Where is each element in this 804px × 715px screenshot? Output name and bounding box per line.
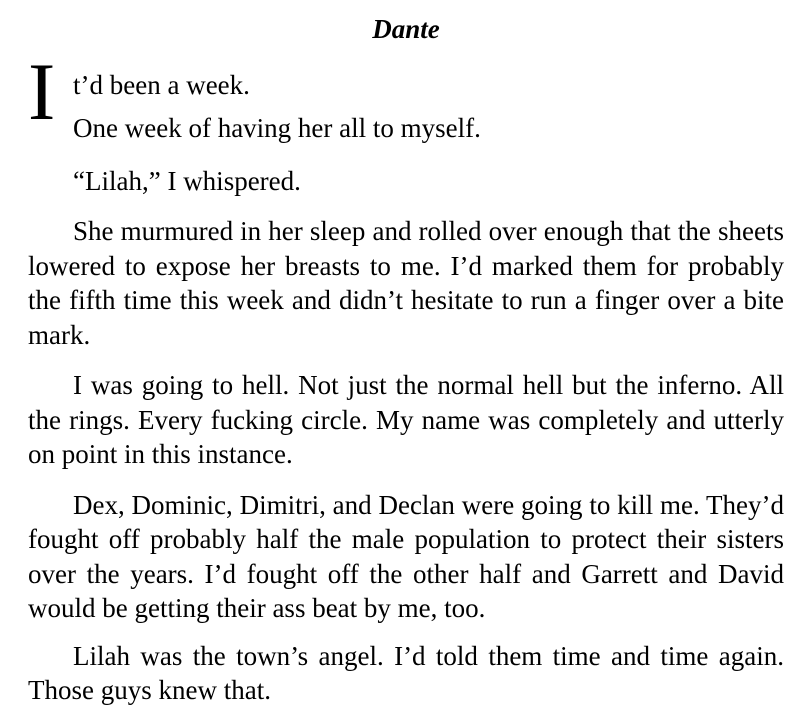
paragraph: She murmured in her sleep and rolled over enough that the sheets lowered to expose her breasts to me. I’d marked them for probably the fifth time this week and didn’t hesitate to run a finger over a bite mark. — [28, 216, 784, 350]
opening-text: t’d been a week. — [73, 70, 250, 100]
paragraph: I was going to hell. Not just the normal hell but the inferno. All the rings. Every fucking circle. My name was completely and utterly on point in this instance. — [28, 370, 784, 469]
paragraph: One week of having her all to myself. — [73, 113, 481, 143]
paragraph: Lilah was the town’s angel. I’d told them time and time again. Those guys knew that. — [28, 640, 784, 705]
chapter-title: Dante — [372, 14, 440, 44]
paragraph: “Lilah,” I whispered. — [73, 165, 301, 196]
drop-cap: I — [28, 46, 56, 137]
paragraph: Dex, Dominic, Dimitri, and Declan were going to kill me. They’d fought off probably half the male population to protect their sisters over the years. I’d fought off the other half and Garrett and David would be getting their ass beat by me, too. — [28, 489, 784, 623]
book-page — [28, 0, 784, 708]
